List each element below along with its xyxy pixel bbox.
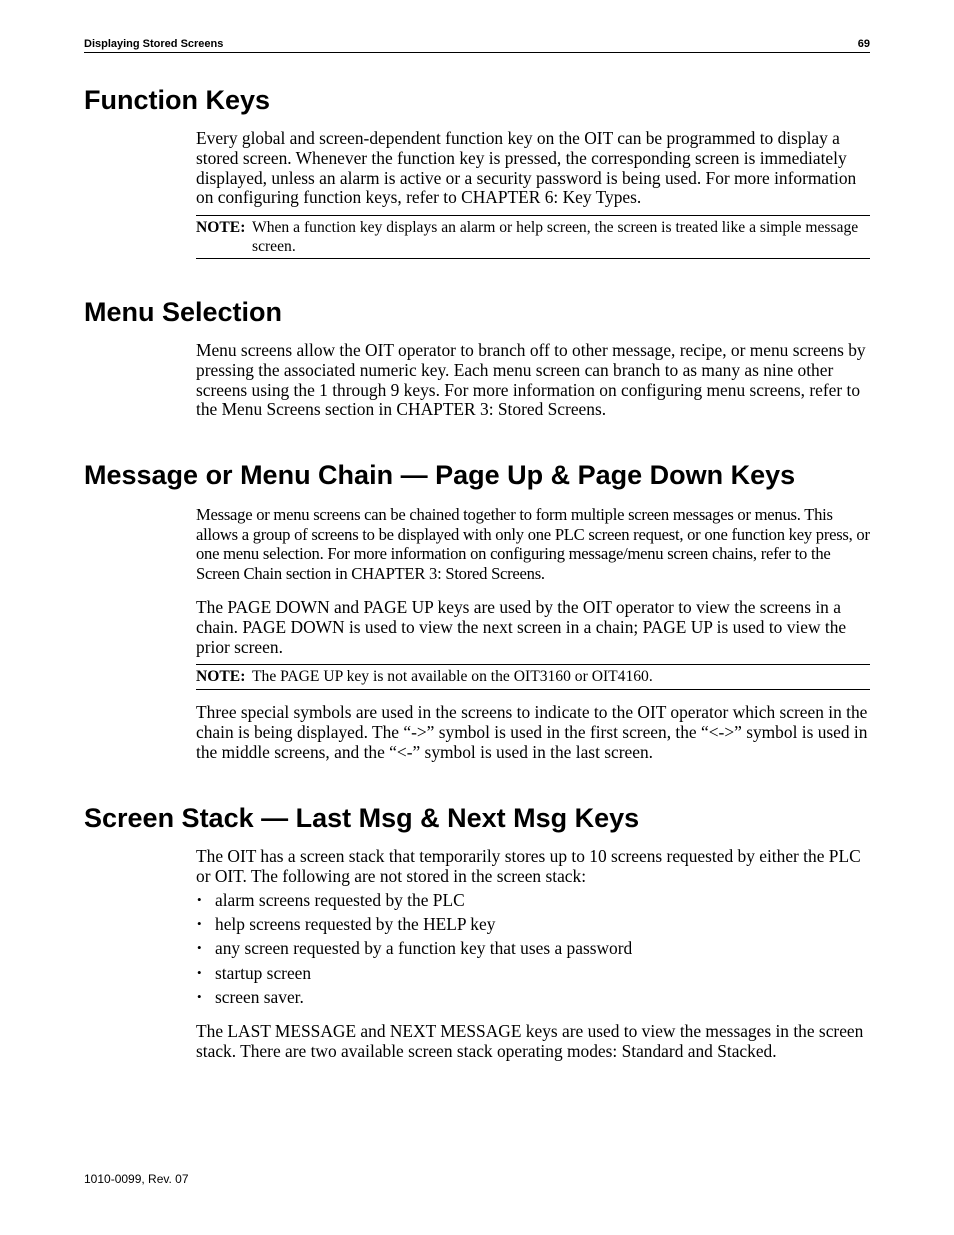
- chain-body-1: [196, 505, 870, 583]
- screen-stack-body-2: [196, 1022, 870, 1062]
- bullet-icon: •: [197, 916, 202, 932]
- header-title: Displaying Stored Screens: [84, 38, 224, 50]
- chain-body-3: [196, 703, 870, 762]
- screen-stack-paragraph-1: The OIT has a screen stack that temporarily stores up to 10 screens requested by either the PLC or OIT. The following are not stored in the screen stack:: [196, 846, 861, 886]
- bullet-icon: •: [197, 988, 202, 1004]
- list-item: • help screens requested by the HELP key: [196, 912, 870, 936]
- note-label: NOTE:: [196, 668, 246, 685]
- menu-selection-paragraph: Menu screens allow the OIT operator to branch off to other message, recipe, or menu screens by pressing the associated numeric key. Each menu screen can branch to as many as nine other screens using the 1 through 9 keys. For more information on configuring menu screens, refer to the Menu Screens section in CHAPTER 3: Stored Screens.: [196, 340, 866, 420]
- screen-stack-bullet-list: [196, 888, 870, 1009]
- chain-note: [196, 664, 870, 690]
- running-header: [84, 38, 870, 53]
- note-text: When a function key displays an alarm or help screen, the screen is treated like a simple message screen.: [252, 219, 859, 255]
- heading-message-menu-chain: Message or Menu Chain — Page Up & Page Down Keys: [84, 460, 796, 490]
- heading-function-keys: Function Keys: [84, 85, 271, 115]
- note-label: NOTE:: [196, 219, 246, 236]
- header-page-number: 69: [857, 38, 870, 50]
- function-keys-note: [196, 215, 870, 259]
- screen-stack-paragraph-2: The LAST MESSAGE and NEXT MESSAGE keys are used to view the messages in the screen stack. There are two available screen stack operating modes: Standard and Stacked.: [196, 1021, 864, 1061]
- bullet-icon: •: [197, 940, 202, 956]
- chain-paragraph-1: Message or menu screens can be chained together to form multiple screen messages or menus. This allows a group of screens to be displayed with only one PLC screen request, or one function key press, or one menu selection. For more information on configuring message/menu screen chains, refer to the Screen Chain section in CHAPTER 3: Stored Screens.: [196, 505, 870, 583]
- bullet-icon: •: [197, 892, 202, 907]
- list-item: • alarm screens requested by the PLC: [196, 888, 870, 912]
- chain-paragraph-2: The PAGE DOWN and PAGE UP keys are used by the OIT operator to view the screens in a chain. PAGE DOWN is used to view the next screen in a chain; PAGE UP is used to view the prior screen.: [196, 597, 847, 657]
- bullet-icon: •: [197, 964, 202, 980]
- chain-paragraph-3: Three special symbols are used in the screens to indicate to the OIT operator which screen in the chain is being displayed. The “->” symbol is used in the first screen, the “<->” symbol is used in the middle screens, and the “<-” symbol is used in the last screen.: [196, 702, 868, 762]
- menu-selection-body: [196, 341, 870, 420]
- function-keys-paragraph: Every global and screen-dependent function key on the OIT can be programmed to display a stored screen. Whenever the function key is pressed, the corresponding screen is immediately displayed, unless an alarm is active or a security password is being used. For more information on configuring function keys, refer to CHAPTER 6: Key Types.: [196, 128, 857, 208]
- heading-screen-stack: Screen Stack — Last Msg & Next Msg Keys: [84, 803, 640, 833]
- screen-stack-body-1: [196, 847, 870, 887]
- note-text: The PAGE UP key is not available on the OIT3160 or OIT4160.: [252, 668, 653, 685]
- list-item: • startup screen: [196, 961, 870, 985]
- heading-menu-selection: Menu Selection: [84, 297, 283, 327]
- function-keys-body: [196, 129, 870, 208]
- chain-body-2: [196, 598, 870, 657]
- list-item: • screen saver.: [196, 985, 870, 1009]
- running-footer: 1010-0099, Rev. 07: [84, 1172, 189, 1186]
- list-item: • any screen requested by a function key that uses a password: [196, 936, 870, 960]
